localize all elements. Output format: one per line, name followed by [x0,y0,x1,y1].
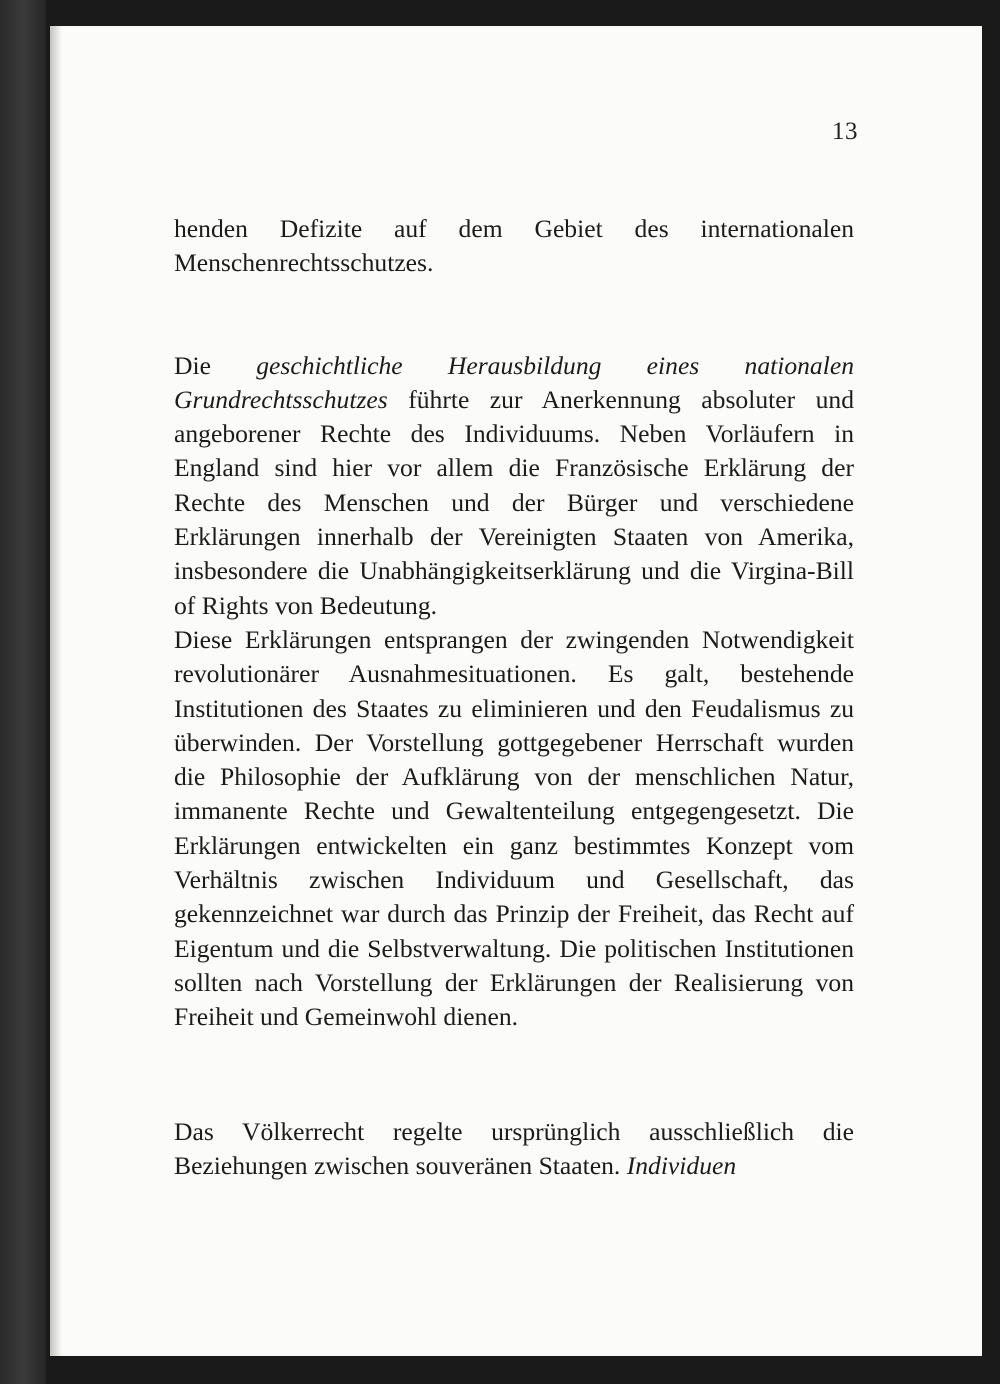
book-page [50,26,982,1356]
paragraph-2-italic: geschichtliche Herausbildung eines nationalen Grundrechtsschutzes [174,350,854,414]
previous-page-edge [0,0,46,1384]
paragraph-3 [174,623,854,1035]
body-text [174,212,854,1183]
paragraph-4-text: Das Völkerrecht regelte ursprünglich ausschließlich die Beziehungen zwischen souveränen Staaten. [174,1116,854,1180]
paragraph-2-text-b: führte zur Anerkennung absoluter und angeborener Rechte des Individuums. Neben Vorläufern in England sind hier vor allem die Französische Erklärung der Rechte des Menschen und der Bürger und verschiedene Erklärungen innerhalb der Vereinigten Staaten von Amerika, insbesondere die Unabhängigkeitserklärung und die Virgina-Bill of Rights von Bedeutung. [174,384,854,620]
paragraph-gap [174,281,854,349]
paragraph-1-text: henden Defizite auf dem Gebiet des internationalen Menschenrechtsschutzes. [174,214,854,278]
paragraph-gap [174,1035,854,1115]
paragraph-3-text: Diese Erklärungen entsprangen der zwingenden Notwendigkeit revolutionärer Ausnahmesituationen. Es galt, bestehende Institutionen des Staates zu eliminieren und den Feudalismus zu überwinden. Der Vorstellung gottgegebener Herrschaft wurden die Philosophie der Aufklärung von der menschlichen Natur, immanente Rechte und Gewaltenteilung entgegengesetzt. Die Erklärungen entwickelten ein ganz bestimmtes Konzept vom Verhältnis zwischen Individuum und Gesellschaft, das gekennzeichnet war durch das Prinzip der Freiheit, das Recht auf Eigentum und die Selbstverwaltung. Die politischen Institutionen sollten nach Vorstellung der Erklärungen der Realisierung von Freiheit und Gemeinwohl dienen. [174,624,854,1032]
paragraph-4-italic: Individuen [626,1150,737,1180]
page-number: 13 [832,118,858,145]
paragraph-1 [174,212,854,281]
paragraph-4 [174,1115,854,1184]
paragraph-2-text-a: Die [174,350,257,380]
paragraph-2 [174,349,854,623]
page-gutter-shadow [50,26,62,1356]
